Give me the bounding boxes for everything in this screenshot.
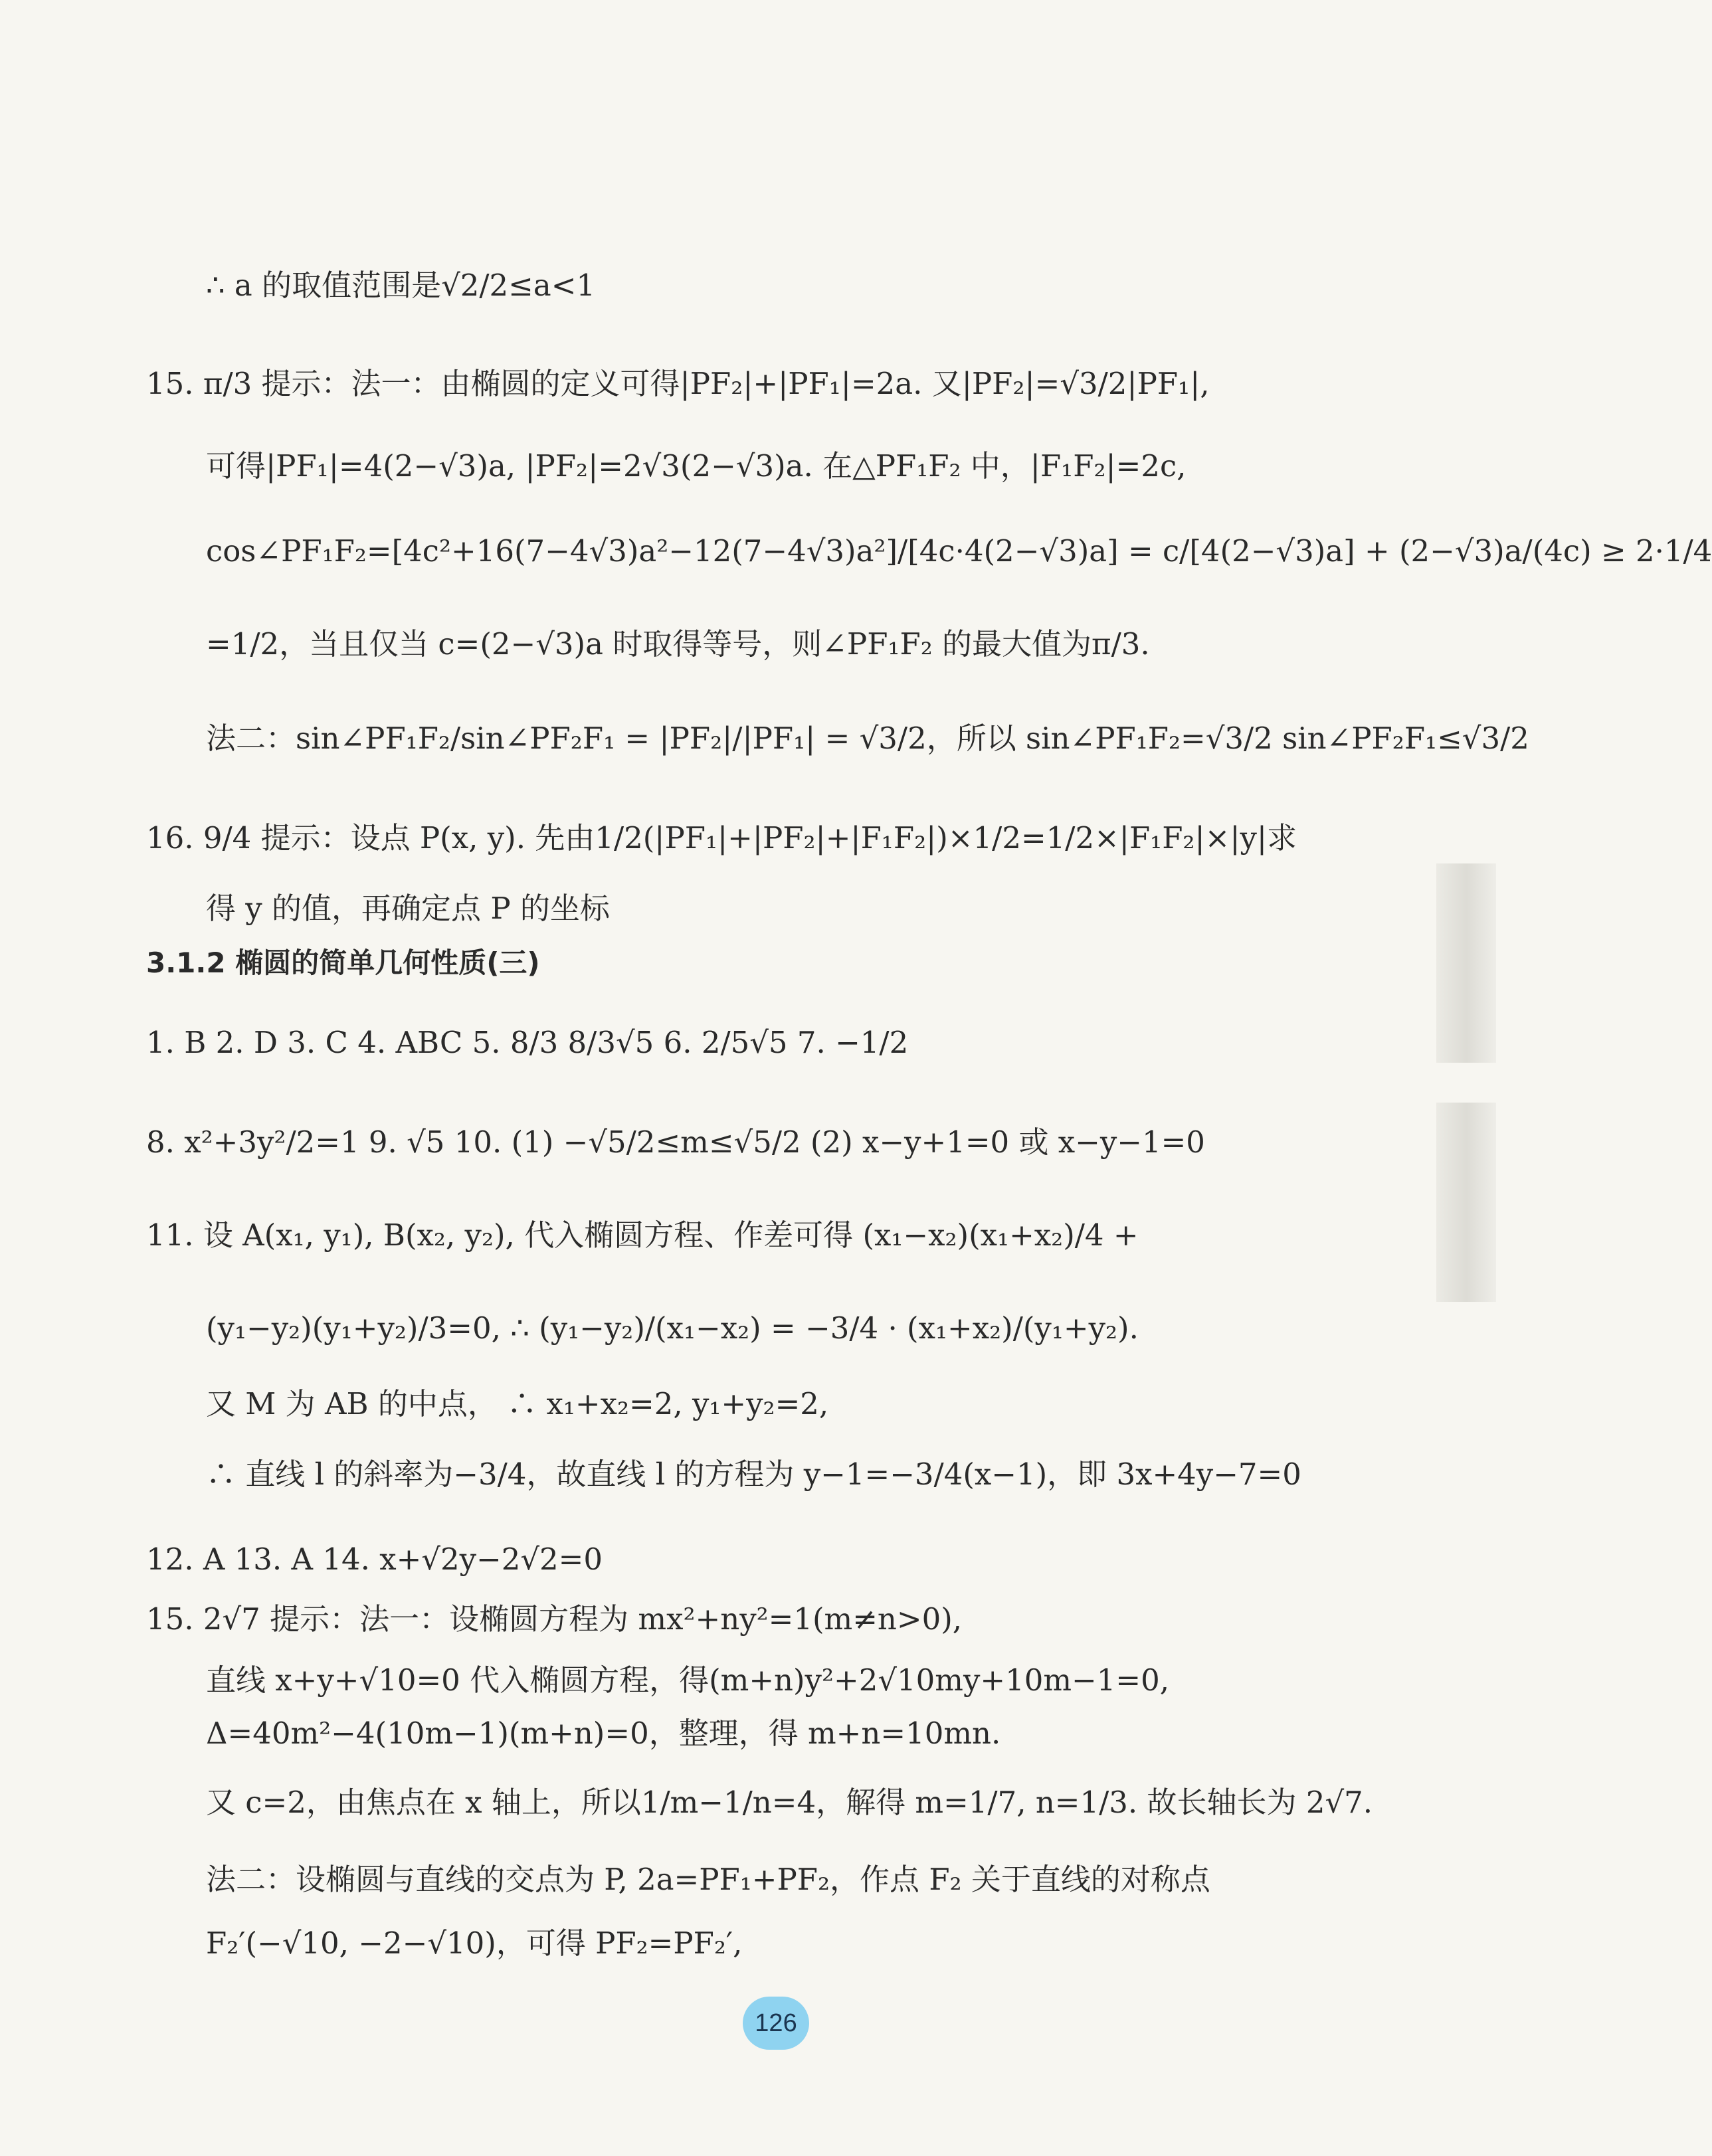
line-1: ∴ a 的取值范围是√2/2≤a<1 <box>206 268 596 303</box>
line-22: F₂′(−√10, −2−√10)，可得 PF₂=PF₂′, <box>206 1926 743 1961</box>
line-19: Δ=40m²−4(10m−1)(m+n)=0，整理，得 m+n=10mn. <box>206 1716 1001 1751</box>
scan-edge-mark <box>1436 1103 1496 1302</box>
scan-edge-mark <box>1436 863 1496 1063</box>
line-11: 8. x²+3y²/2=1 9. √5 10. (1) −√5/2≤m≤√5/2 (2) x−y+1=0 或 x−y−1=0 <box>146 1124 1205 1160</box>
line-21: 法二：设椭圆与直线的交点为 P, 2a=PF₁+PF₂，作点 F₂ 关于直线的对称点 <box>206 1862 1210 1897</box>
line-15: ∴ 直线 l 的斜率为−3/4，故直线 l 的方程为 y−1=−3/4(x−1)，即 3x+4y−7=0 <box>206 1457 1301 1492</box>
page-number: 126 <box>755 2009 797 2037</box>
line-18: 直线 x+y+√10=0 代入椭圆方程，得(m+n)y²+2√10my+10m−1=0, <box>206 1662 1169 1698</box>
line-16: 12. A 13. A 14. x+√2y−2√2=0 <box>146 1542 603 1577</box>
line-20: 又 c=2，由焦点在 x 轴上，所以1/m−1/n=4，解得 m=1/7, n=1/3. 故长轴长为 2√7. <box>206 1785 1373 1820</box>
line-14: 又 M 为 AB 的中点， ∴ x₁+x₂=2, y₁+y₂=2, <box>206 1386 829 1421</box>
line-12: 11. 设 A(x₁, y₁), B(x₂, y₂), 代入椭圆方程、作差可得 (x₁−x₂)(x₁+x₂)/4 + <box>146 1217 1139 1253</box>
line-8: 得 y 的值，再确定点 P 的坐标 <box>206 891 610 926</box>
line-4: cos∠PF₁F₂=[4c²+16(7−4√3)a²−12(7−4√3)a²]/[4c·4(2−√3)a] = c/[4(2−√3)a] + (2−√3)a/(4c) ≥ 2·1/4 <box>206 533 1712 569</box>
line-2: 15. π/3 提示：法一：由椭圆的定义可得|PF₂|+|PF₁|=2a. 又|PF₂|=√3/2|PF₁|, <box>146 366 1210 401</box>
section-heading: 3.1.2 椭圆的简单几何性质(三) <box>146 946 540 979</box>
line-6: 法二：sin∠PF₁F₂/sin∠PF₂F₁ = |PF₂|/|PF₁| = √3/2，所以 sin∠PF₁F₂=√3/2 sin∠PF₂F₁≤√3/2 <box>206 721 1529 756</box>
line-5: =1/2，当且仅当 c=(2−√3)a 时取得等号，则∠PF₁F₂ 的最大值为π/3. <box>206 626 1150 662</box>
line-10: 1. B 2. D 3. C 4. ABC 5. 8/3 8/3√5 6. 2/5√5 7. −1/2 <box>146 1025 909 1060</box>
line-3: 可得|PF₁|=4(2−√3)a, |PF₂|=2√3(2−√3)a. 在△PF₁F₂ 中，|F₁F₂|=2c, <box>206 448 1187 484</box>
page-number-badge <box>743 1997 809 2050</box>
line-13: (y₁−y₂)(y₁+y₂)/3=0, ∴ (y₁−y₂)/(x₁−x₂) = −3/4 · (x₁+x₂)/(y₁+y₂). <box>206 1310 1139 1346</box>
line-17: 15. 2√7 提示：法一：设椭圆方程为 mx²+ny²=1(m≠n>0), <box>146 1601 963 1637</box>
line-7: 16. 9/4 提示：设点 P(x, y). 先由1/2(|PF₁|+|PF₂|+|F₁F₂|)×1/2=1/2×|F₁F₂|×|y|求 <box>146 820 1297 855</box>
